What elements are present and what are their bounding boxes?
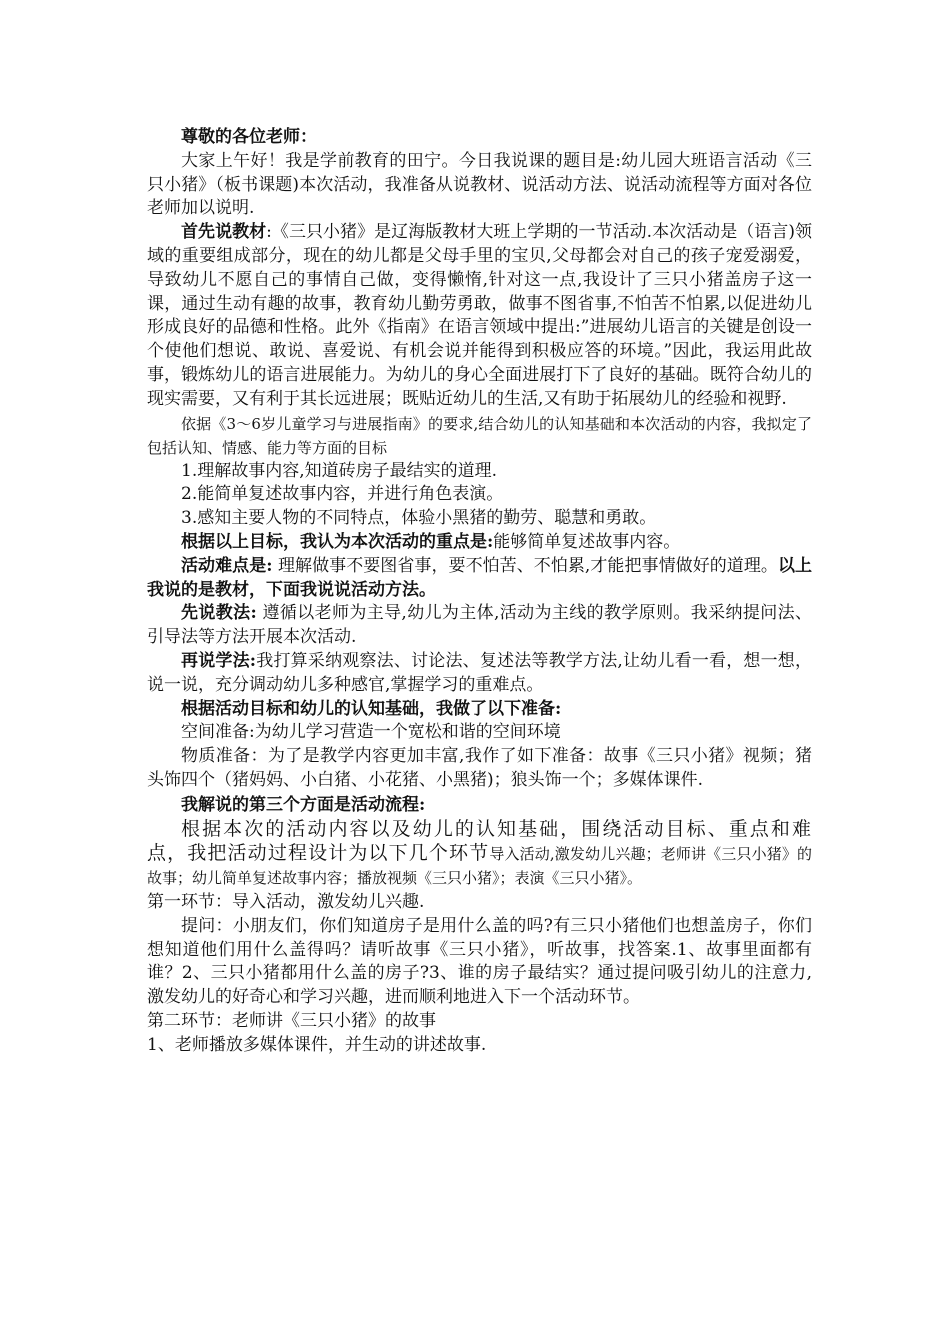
goal-item-1: 1.理解故事内容,知道砖房子最结实的道理. bbox=[181, 460, 498, 481]
key-point-label: 根据以上目标，我认为本次活动的重点是: bbox=[181, 531, 494, 552]
material-label: 首先说教材 bbox=[181, 222, 267, 243]
section-1-heading: 第一环节：导入活动，激发幼儿兴趣. bbox=[147, 891, 425, 912]
document-page bbox=[147, 126, 812, 1057]
key-point-paragraph bbox=[147, 531, 812, 555]
flow-steps-text: 导入活动,激发幼儿兴趣；老师讲《三只小猪》的故事；幼儿简单复述故事内容；播放视频《三只小猪》；表演《三只小猪》。 bbox=[147, 845, 812, 888]
material-text: :《三只小猪》是辽海版教材大班上学期的一节活动.本次活动是（语言)领域的重要组成部分，现在的幼儿都是父母手里的宝贝,父母都会对自己的孩子宠爱溺爱，导致幼儿不愿自己的事情自己做，变得懒惰,针对这一点,我设计了三只小猪盖房子这一课，通过生动有趣的故事，教育幼儿勤劳勇敢，做事不图省事,不怕苦不怕累,以促进幼儿形成良好的品德和性格。此外《指南》在语言领域中提出:”进展幼儿语言的关键是创设一个使他们想说、敢说、喜爱说、有机会说并能得到积极应答的环境。”因此，我运用此故事，锻炼幼儿的语言进展能力。为幼儿的身心全面进展打下了良好的基础。既符合幼儿的现实需要，又有利于其长远进展；既贴近幼儿的生活,又有助于拓展幼儿的经验和视野. bbox=[147, 222, 813, 409]
difficulty-paragraph bbox=[147, 555, 812, 603]
section-2-heading: 第二环节：老师讲《三只小猪》的故事 bbox=[147, 1010, 436, 1031]
difficulty-text: 理解做事不要图省事，要不怕苦、不怕累,才能把事情做好的道理。 bbox=[272, 555, 778, 576]
section-2-item-1: 1、老师播放多媒体课件，并生动的讲述故事. bbox=[147, 1034, 487, 1055]
difficulty-tail: 以上我说的是教材，下面我说说活动方法。 bbox=[147, 555, 813, 600]
greeting: 尊敬的各位老师： bbox=[181, 127, 317, 147]
flow-heading: 我解说的第三个方面是活动流程: bbox=[181, 794, 426, 815]
key-point-text: 能够简单复述故事内容。 bbox=[493, 531, 681, 552]
flow-intro-text: 根据本次的活动内容以及幼儿的认知基础，围绕活动目标、重点和难点，我把活动过程设计为以下几个环节 bbox=[147, 817, 812, 865]
teaching-method-paragraph bbox=[147, 602, 812, 650]
material-paragraph bbox=[147, 221, 812, 411]
flow-paragraph bbox=[147, 818, 812, 891]
learning-method-paragraph bbox=[147, 650, 812, 698]
space-preparation: 空间准备:为幼儿学习营造一个宽松和谐的空间环境 bbox=[181, 722, 561, 743]
material-preparation: 物质准备：为了是教学内容更加丰富,我作了如下准备：故事《三只小猪》视频；猪头饰四个（猪妈妈、小白猪、小花猪、小黑猪)；狼头饰一个；多媒体课件. bbox=[147, 746, 812, 790]
preparation-heading: 根据活动目标和幼儿的认知基础，我做了以下准备: bbox=[181, 698, 562, 719]
intro-paragraph: 大家上午好！我是学前教育的田宁。今日我说课的题目是:幼儿园大班语言活动《三只小猪》（板书课题)本次活动，我准备从说教材、说活动方法、说活动流程等方面对各位老师加以说明. bbox=[147, 150, 812, 219]
goals-intro: 依据《3～6岁儿童学习与进展指南》的要求,结合幼儿的认知基础和本次活动的内容，我拟定了包括认知、情感、能力等方面的目标 bbox=[147, 414, 812, 457]
section-1-body: 提问：小朋友们，你们知道房子是用什么盖的吗?有三只小猪他们也想盖房子，你们想知道他们用什么盖得吗？请听故事《三只小猪》，听故事，找答案.1、故事里面都有谁？2、三只小猪都用什么盖的房子?3、谁的房子最结实？通过提问吸引幼儿的注意力,激发幼儿的好奇心和学习兴趣，进而顺利地进入下一个活动环节。 bbox=[147, 915, 812, 1008]
learning-method-text: 我打算采纳观察法、讨论法、复述法等教学方法,让幼儿看一看，想一想，说一说，充分调动幼儿多种感官,掌握学习的重难点。 bbox=[147, 650, 813, 695]
teaching-method-label: 先说教法: bbox=[181, 603, 257, 624]
difficulty-label: 活动难点是: bbox=[181, 555, 273, 576]
teaching-method-text: 遵循以老师为主导,幼儿为主体,活动为主线的教学原则。我采纳提问法、引导法等方法开展本次活动. bbox=[147, 603, 813, 648]
goal-item-2: 2.能简单复述故事内容，并进行角色表演。 bbox=[181, 484, 504, 505]
goal-item-3: 3.感知主要人物的不同特点，体验小黑猪的勤劳、聪慧和勇敢。 bbox=[181, 508, 657, 529]
learning-method-label: 再说学法: bbox=[181, 650, 257, 671]
